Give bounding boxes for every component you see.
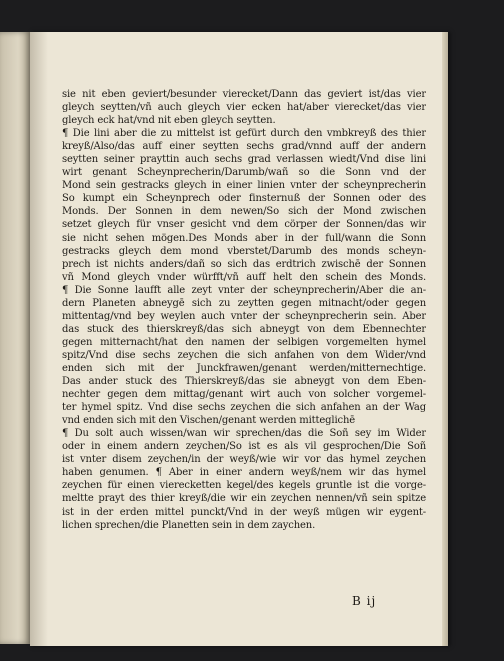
text-line: prech ist nichts anders/dañ so sich das erdtrich zwischē der Sonnen <box>62 258 426 270</box>
text-line: lichen sprechen/die Planetten sein in dem zaychen. <box>62 519 316 531</box>
text-line: enden sich mit der Junckfrawen/genant werden/mitternechtige. <box>62 362 426 374</box>
text-line: haben genumen. ¶ Aber in einer andern weyß/nem wir das hymel <box>62 467 426 479</box>
text-line: ter hymel spitz. Vnd dise sechs zeychen die sich anfahen an der Wag <box>62 402 426 414</box>
previous-page-edge <box>0 32 30 644</box>
text-line: ist in der erden mittel punckt/Vnd in der weyß mügen wir eygent- <box>62 506 426 518</box>
text-line: vnd enden sich mit den Vischen/genant werden mitteglichē <box>62 415 356 427</box>
text-line: seytten seiner prayttin auch sechs grad verlassen wiedt/Vnd dise lini <box>62 154 426 166</box>
book-page <box>30 32 448 646</box>
text-line: setzet gleych für vnser gesicht vnd dem cörper der Sonnen/das wir <box>62 219 426 231</box>
text-line: ¶ Du solt auch wissen/wan wir sprechen/das die Soñ sey im Wider <box>62 428 426 440</box>
text-line: gleych eck hat/vnd nit eben gleych seytten. <box>62 115 276 127</box>
text-line: mittentag/vnd bey weylen auch vnter der scheynprecherin sein. Aber <box>62 310 426 322</box>
text-line: nechter gegen dem mittag/genant wirt auch von solcher vorgemel- <box>62 389 426 401</box>
text-line: ¶ Die Sonne laufft alle zeyt vnter der scheynprecherin/Aber die an- <box>62 284 426 296</box>
text-line: Das ander stuck des Thierskreyß/das sie abneygt von dem Eben- <box>62 376 426 388</box>
text-line: Mond sein gestracks gleych in einer linien vnter der scheynprecherin <box>62 180 426 192</box>
signature-mark: B ij <box>352 594 377 608</box>
body-text <box>62 88 426 532</box>
text-line: oder in einem andern zeychen/So ist es als vil gesprochen/Die Soñ <box>62 441 426 453</box>
text-line: wirt genant Scheynprecherin/Darumb/wañ so die Sonn vnd der <box>62 167 426 179</box>
text-line: sie nit eben geviert/besunder vierecket/Dann das geviert ist/das vier <box>62 89 426 100</box>
text-line: kreyß/Also/das auff einer seytten sechs grad/vnnd auff der andern <box>62 141 426 153</box>
text-line: sie nicht sehen mögen.Des Monds aber in der full/wann die Sonn <box>62 232 426 244</box>
text-line: das stuck des thierskreyß/das sich abneygt von dem Ebennechter <box>62 323 426 335</box>
text-line: gegen mitternacht/hat den namen der selbigen vorgemelten hymel <box>62 336 426 348</box>
text-line: spitz/Vnd dise sechs zeychen die sich anfahen von dem Wider/vnd <box>62 349 426 361</box>
text-line: gestracks gleych dem mond vberstet/Darumb des monds scheyn- <box>62 245 426 257</box>
text-line: ¶ Die lini aber die zu mittelst ist gefürt durch den vmbkreyß des thier <box>62 128 426 140</box>
text-line: vñ Mond gleych vnder würfft/vñ auff helt den schein des Monds. <box>62 271 426 283</box>
gutter-shadow <box>30 32 48 646</box>
text-line: zeychen für einen vierecketten kegel/des kegels gruntle ist die vorge- <box>62 480 426 492</box>
text-line: dern Planeten abneygē sich zu zeytten gegen mitnacht/oder gegen <box>62 297 426 309</box>
text-line: meltte prayt des thier kreyß/die wir ein zeychen nennen/vñ sein spitze <box>62 493 426 505</box>
text-line: So kumpt ein Scheynprech oder finsternuß der Sonnen oder des <box>62 193 426 205</box>
text-line: Monds. Der Sonnen in dem newen/So sich der Mond zwischen <box>62 206 426 218</box>
page-edge <box>442 32 448 646</box>
text-line: gleych seytten/vñ auch gleych vier ecken hat/aber vierecket/das vier <box>62 102 426 114</box>
text-line: ist vnter disem zeychen/in der weyß/wie wir vor das hymel zeychen <box>62 454 426 466</box>
